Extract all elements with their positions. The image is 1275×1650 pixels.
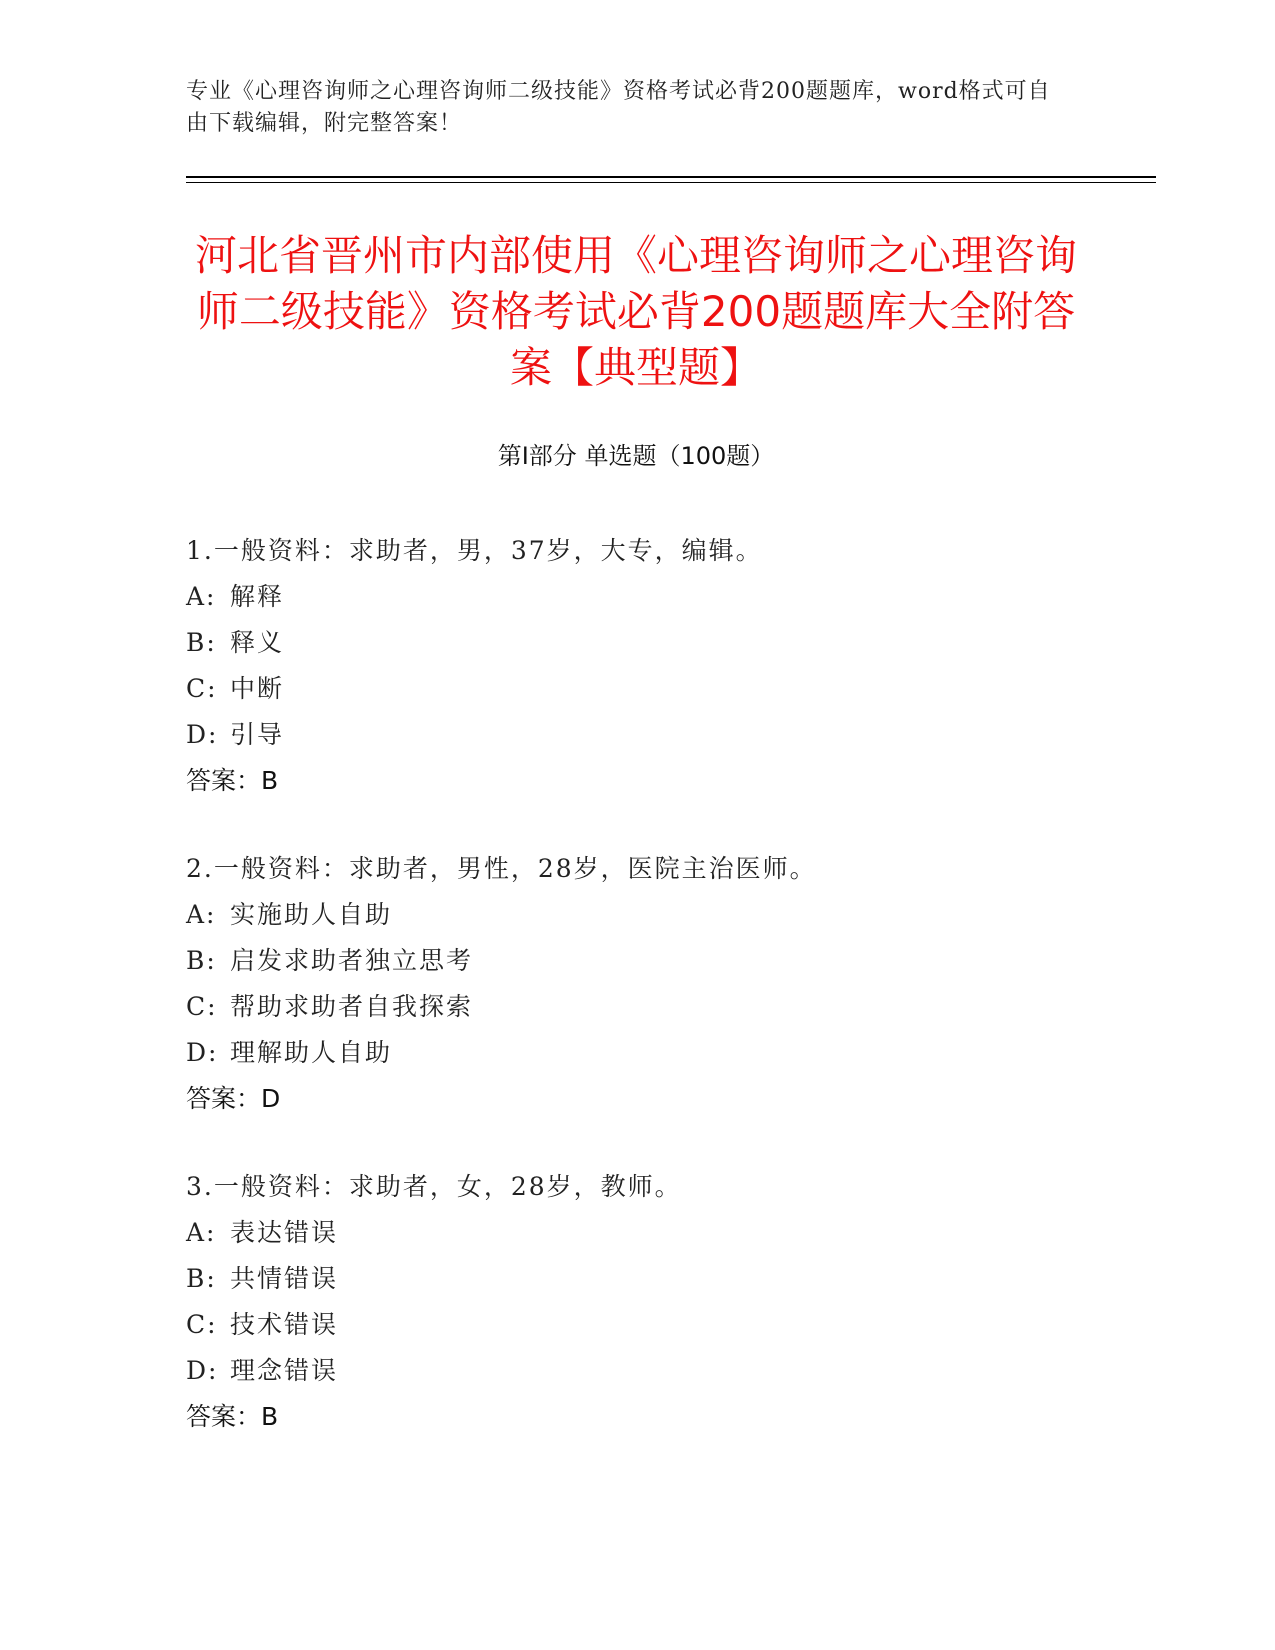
option-letter: A: — [186, 900, 217, 929]
option-letter: A: — [186, 582, 217, 611]
option-letter: B: — [186, 1264, 217, 1293]
option-letter: C: — [186, 1310, 218, 1339]
question-item — [186, 528, 1146, 804]
option-c — [186, 984, 1146, 1030]
option-d — [186, 1030, 1146, 1076]
header-divider-thick — [186, 176, 1156, 178]
answer-line: 答案：B — [186, 1402, 279, 1431]
option-d — [186, 712, 1146, 758]
option-b — [186, 1256, 1146, 1302]
option-text: 启发求助者独立思考 — [230, 946, 474, 975]
option-text: 表达错误 — [230, 1218, 339, 1247]
option-letter: B: — [186, 946, 217, 975]
option-letter: C: — [186, 674, 218, 703]
option-letter: D: — [186, 720, 219, 749]
option-b — [186, 620, 1146, 666]
option-letter: B: — [186, 628, 217, 657]
option-a — [186, 1210, 1146, 1256]
option-letter: C: — [186, 992, 218, 1021]
section-heading: 第Ⅰ部分 单选题（100题） — [497, 442, 775, 470]
header-divider-thin — [186, 182, 1156, 183]
option-c — [186, 666, 1146, 712]
option-text: 技术错误 — [230, 1310, 339, 1339]
option-text: 释义 — [230, 628, 285, 657]
option-text: 中断 — [230, 674, 285, 703]
option-b — [186, 938, 1146, 984]
option-d — [186, 1348, 1146, 1394]
option-text: 理念错误 — [230, 1356, 339, 1385]
option-text: 共情错误 — [230, 1264, 339, 1293]
option-letter: D: — [186, 1356, 219, 1385]
option-text: 理解助人自助 — [230, 1038, 393, 1067]
question-stem: 2.一般资料：求助者，男性，28岁，医院主治医师。 — [186, 854, 817, 883]
document-title: 河北省晋州市内部使用《心理咨询师之心理咨询师二级技能》资格考试必背200题题库大全附答案【典型题】 — [194, 231, 1077, 392]
option-letter: A: — [186, 1218, 217, 1247]
option-a — [186, 892, 1146, 938]
answer-line: 答案：D — [186, 1084, 281, 1113]
question-stem: 3.一般资料：求助者，女，28岁，教师。 — [186, 1172, 682, 1201]
question-list — [186, 528, 1146, 1440]
option-text: 帮助求助者自我探索 — [230, 992, 474, 1021]
answer-line: 答案：B — [186, 766, 279, 795]
option-letter: D: — [186, 1038, 219, 1067]
header-note: 专业《心理咨询师之心理咨询师二级技能》资格考试必背200题题库，word格式可自由下载编辑，附完整答案！ — [186, 79, 1051, 136]
option-c — [186, 1302, 1146, 1348]
question-item — [186, 846, 1146, 1122]
question-item — [186, 1164, 1146, 1440]
option-text: 实施助人自助 — [230, 900, 393, 929]
option-text: 解释 — [230, 582, 285, 611]
option-a — [186, 574, 1146, 620]
option-text: 引导 — [230, 720, 285, 749]
question-stem: 1.一般资料：求助者，男，37岁，大专，编辑。 — [186, 536, 763, 565]
